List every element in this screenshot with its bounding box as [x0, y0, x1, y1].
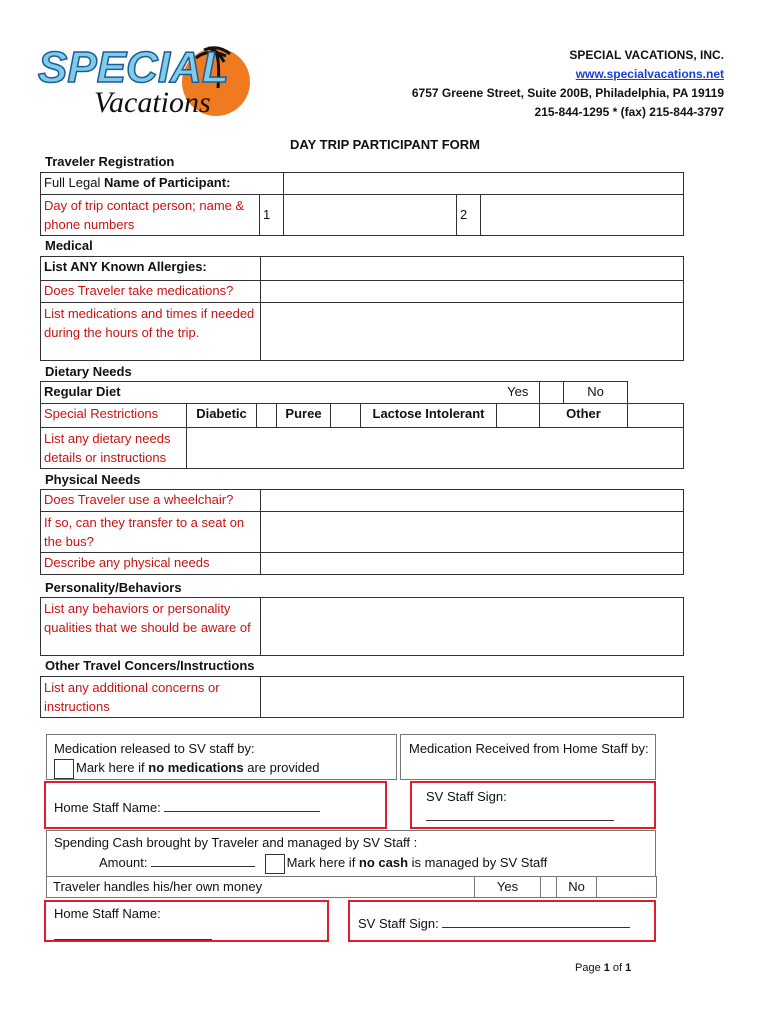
traveler-registration-table: [40, 172, 684, 236]
cash-home-staff-box[interactable]: [44, 900, 329, 942]
company-website-link[interactable]: www.specialvacations.net: [575, 67, 724, 81]
home-staff-name-line[interactable]: [164, 797, 320, 812]
own-money-yes[interactable]: Yes: [475, 877, 541, 898]
company-address: 6757 Greene Street, Suite 200B, Philadelphia, PA 19119: [411, 86, 724, 100]
own-money-no[interactable]: No: [557, 877, 597, 898]
physical-table: [40, 489, 684, 575]
behaviors-label: List any behaviors or personality qualities that we should be aware of: [41, 598, 261, 656]
dietary-table: [40, 381, 684, 469]
allergies-label: List ANY Known Allergies:: [41, 257, 261, 281]
section-physical-needs: Physical Needs: [45, 472, 141, 487]
diabetic-option[interactable]: Diabetic: [187, 404, 257, 428]
contact-1-label: 1: [260, 195, 284, 236]
transfer-question: If so, can they transfer to a seat on the bus?: [41, 512, 261, 553]
puree-option[interactable]: Puree: [277, 404, 331, 428]
sv-staff-sign-line[interactable]: [426, 806, 614, 821]
other-travel-table: [40, 676, 684, 718]
regular-diet-yes[interactable]: Yes: [497, 382, 540, 404]
home-staff-name-label: Home Staff Name:: [54, 800, 161, 815]
amount-line[interactable]: [151, 852, 255, 867]
participant-name-label: Full Legal Name of Participant:: [41, 173, 284, 195]
contact-1-field[interactable]: [284, 195, 457, 236]
allergies-field[interactable]: [261, 257, 684, 281]
other-option[interactable]: Other: [540, 404, 628, 428]
company-phone: 215-844-1295 * (fax) 215-844-3797: [534, 105, 724, 119]
other-field[interactable]: [628, 404, 684, 428]
company-logo: [36, 30, 256, 120]
no-medications-checkbox[interactable]: [54, 759, 74, 779]
regular-diet-yes-box[interactable]: [540, 382, 564, 404]
regular-diet-no[interactable]: No: [564, 382, 628, 404]
medication-received-label: Medication Received from Home Staff by:: [409, 741, 649, 756]
transfer-field[interactable]: [261, 512, 684, 553]
svg-text:Vacations: Vacations: [94, 86, 211, 119]
medication-received-box: [400, 734, 656, 780]
section-medical: Medical: [45, 238, 93, 253]
medications-list-field[interactable]: [261, 303, 684, 361]
wheelchair-field[interactable]: [261, 490, 684, 512]
company-info: [412, 46, 724, 122]
no-cash-checkbox[interactable]: [265, 854, 285, 874]
behaviors-field[interactable]: [261, 598, 684, 656]
concerns-label: List any additional concerns or instructions: [41, 677, 261, 718]
medication-released-box: [46, 734, 397, 780]
medications-answer-field[interactable]: [261, 281, 684, 303]
dietary-details-label: List any dietary needs details or instructions: [41, 428, 187, 469]
cash-sv-staff-line[interactable]: [442, 913, 630, 928]
svg-text:SPECIAL: SPECIAL: [38, 43, 229, 92]
own-money-blank: [597, 877, 657, 898]
diabetic-box[interactable]: [257, 404, 277, 428]
sv-staff-sign-label: SV Staff Sign:: [426, 789, 507, 804]
own-money-gap: [541, 877, 557, 898]
dietary-details-field[interactable]: [187, 428, 684, 469]
cash-home-staff-label: Home Staff Name:: [54, 904, 254, 943]
amount-label: Amount:: [99, 855, 148, 870]
page-number: Page 1 of 1: [575, 962, 632, 974]
section-personality: Personality/Behaviors: [45, 580, 182, 595]
company-name: SPECIAL VACATIONS, INC.: [569, 48, 724, 62]
section-traveler-registration: Traveler Registration: [45, 154, 175, 169]
spending-cash-label: Spending Cash brought by Traveler and managed by SV Staff :: [54, 835, 418, 850]
section-dietary-needs: Dietary Needs: [45, 364, 132, 379]
puree-box[interactable]: [331, 404, 361, 428]
contact-2-field[interactable]: [481, 195, 684, 236]
concerns-field[interactable]: [261, 677, 684, 718]
participant-name-field[interactable]: [284, 173, 684, 195]
personality-table: [40, 597, 684, 656]
special-restrictions-label: Special Restrictions: [41, 404, 187, 428]
form-title: DAY TRIP PARTICIPANT FORM: [290, 137, 480, 152]
section-other-travel: Other Travel Concers/Instructions: [45, 658, 255, 673]
medications-list-label: List medications and times if needed during the hours of the trip.: [41, 303, 261, 361]
contact-person-label: Day of trip contact person; name & phone numbers: [41, 195, 260, 236]
cash-sv-staff-box[interactable]: [348, 900, 656, 942]
medication-released-label: Medication released to SV staff by:: [54, 741, 255, 756]
lactose-box[interactable]: [497, 404, 540, 428]
wheelchair-question: Does Traveler use a wheelchair?: [41, 490, 261, 512]
cash-sv-staff-label: SV Staff Sign:: [358, 916, 439, 931]
no-cash-label: Mark here if no cash is managed by SV Staff: [286, 855, 548, 870]
medications-question: Does Traveler take medications?: [41, 281, 261, 303]
own-money-table: [46, 876, 657, 898]
medical-table: [40, 256, 684, 361]
regular-diet-label: Regular Diet: [41, 382, 497, 404]
sv-staff-sign-box[interactable]: [410, 781, 656, 829]
lactose-option[interactable]: Lactose Intolerant: [361, 404, 497, 428]
physical-needs-label: Describe any physical needs: [41, 553, 261, 575]
own-money-label: Traveler handles his/her own money: [47, 877, 475, 898]
contact-2-label: 2: [457, 195, 481, 236]
home-staff-name-box[interactable]: [44, 781, 387, 829]
physical-needs-field[interactable]: [261, 553, 684, 575]
spending-cash-box: [46, 830, 656, 877]
cash-home-staff-line[interactable]: [54, 925, 212, 940]
no-medications-label: Mark here if no medications are provided: [76, 760, 320, 775]
